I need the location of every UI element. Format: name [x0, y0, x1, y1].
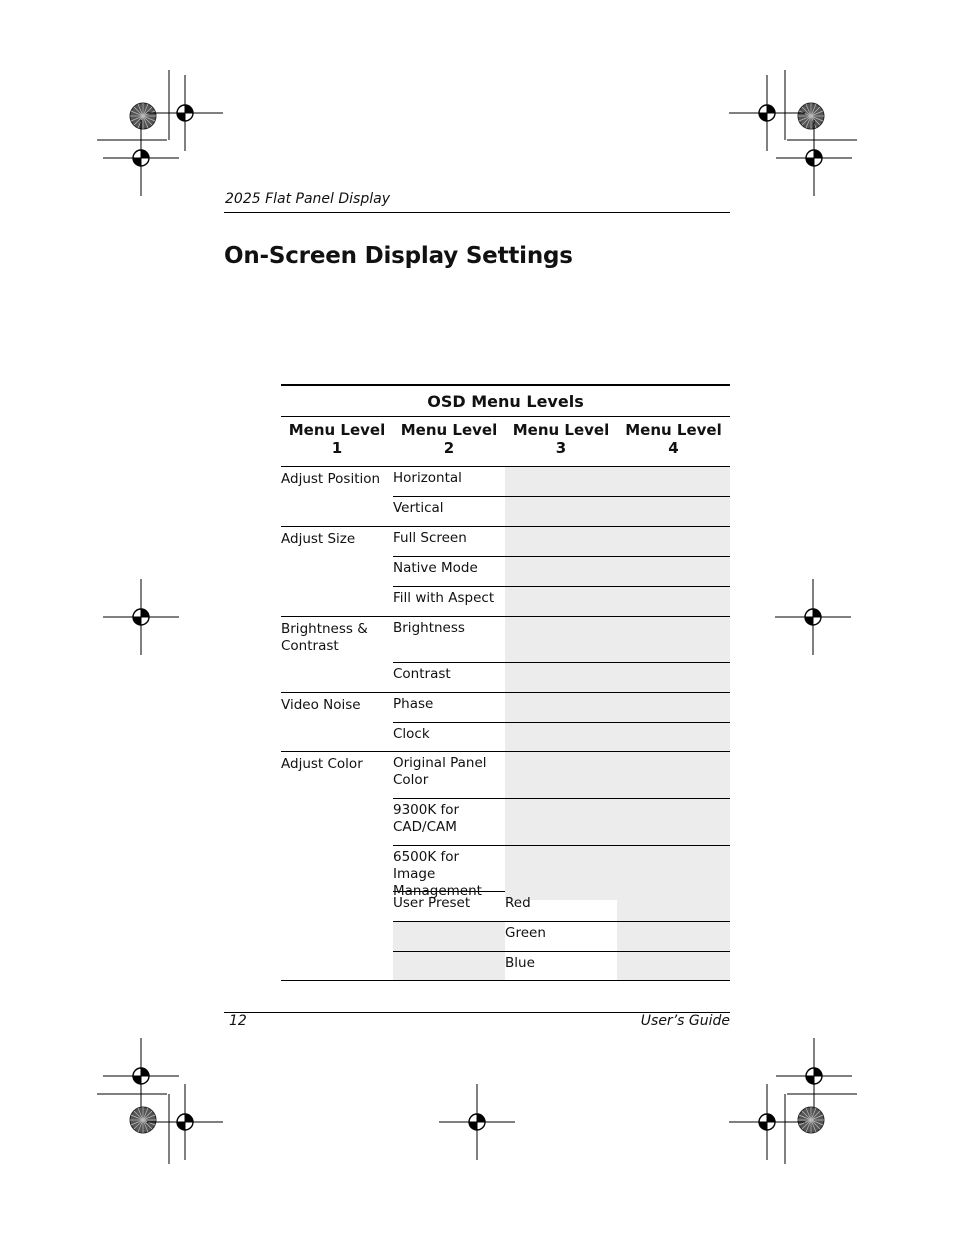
level1-cell: Video Noise — [281, 697, 361, 713]
page-number: 12 — [229, 1013, 247, 1029]
empty-cell — [505, 799, 730, 845]
level2-cell: Phase — [393, 696, 434, 712]
level2-cell: Native Mode — [393, 560, 478, 576]
header-rule — [224, 212, 730, 213]
empty-cell — [505, 497, 730, 526]
page-title: On-Screen Display Settings — [224, 243, 573, 269]
column-header: Menu Level 4 — [625, 421, 722, 457]
column-header: Menu Level 3 — [512, 421, 610, 457]
table-row — [393, 752, 730, 799]
level2-cell: 9300K for CAD/CAM — [393, 802, 460, 835]
table-row — [393, 527, 730, 557]
table-row — [393, 723, 730, 751]
empty-cell — [617, 892, 730, 921]
level3-cell: Red — [505, 895, 531, 911]
empty-cell — [505, 723, 730, 751]
table-row — [393, 587, 730, 616]
level2-cell: Fill with Aspect — [393, 590, 495, 606]
empty-cell — [505, 752, 730, 798]
empty-cell — [505, 693, 730, 722]
empty-cell — [505, 557, 730, 586]
empty-cell — [393, 952, 505, 980]
level2-cell: User Preset — [393, 895, 471, 911]
level2-cell: 6500K for Image Management — [393, 849, 482, 899]
table-group — [281, 693, 730, 752]
table-row — [393, 952, 730, 980]
table-row — [393, 892, 730, 922]
empty-cell — [505, 467, 730, 496]
level2-cell: Full Screen — [393, 530, 467, 546]
level1-cell: Adjust Position — [281, 471, 381, 487]
level2-cell: Contrast — [393, 666, 451, 682]
level2-cell: Horizontal — [393, 470, 462, 486]
level2-cell: Original Panel Color — [393, 755, 487, 788]
guide-name: User’s Guide — [640, 1013, 730, 1029]
level2-cell: Vertical — [393, 500, 444, 516]
column-header: Menu Level 2 — [400, 421, 498, 457]
table-group — [281, 527, 730, 617]
table-row — [393, 617, 730, 663]
level1-cell: Adjust Size — [281, 531, 356, 547]
empty-cell — [505, 617, 730, 662]
level3-cell: Blue — [505, 955, 535, 971]
table-group — [281, 617, 730, 693]
table-row — [393, 663, 730, 692]
table-group — [281, 752, 730, 981]
level2-cell: Clock — [393, 726, 430, 742]
level2-cell: Brightness — [393, 620, 465, 636]
table-header-row — [281, 417, 730, 467]
level1-cell: Brightness & Contrast — [281, 621, 368, 654]
table-caption: OSD Menu Levels — [281, 384, 730, 417]
running-header: 2025 Flat Panel Display — [225, 191, 390, 207]
empty-cell — [505, 587, 730, 616]
table-group — [281, 467, 730, 527]
table-row — [393, 497, 730, 526]
table-row — [393, 799, 730, 846]
level1-cell: Adjust Color — [281, 756, 363, 772]
table-row — [393, 467, 730, 497]
table-row — [393, 557, 730, 587]
osd-menu-table — [281, 384, 730, 981]
level3-cell: Green — [505, 925, 546, 941]
column-header: Menu Level 1 — [288, 421, 386, 457]
empty-cell — [505, 663, 730, 692]
empty-cell — [617, 922, 730, 951]
empty-cell — [617, 952, 730, 980]
empty-cell — [505, 527, 730, 556]
table-row — [393, 846, 730, 899]
empty-cell — [393, 922, 505, 951]
table-row — [393, 693, 730, 723]
table-row — [393, 922, 730, 952]
